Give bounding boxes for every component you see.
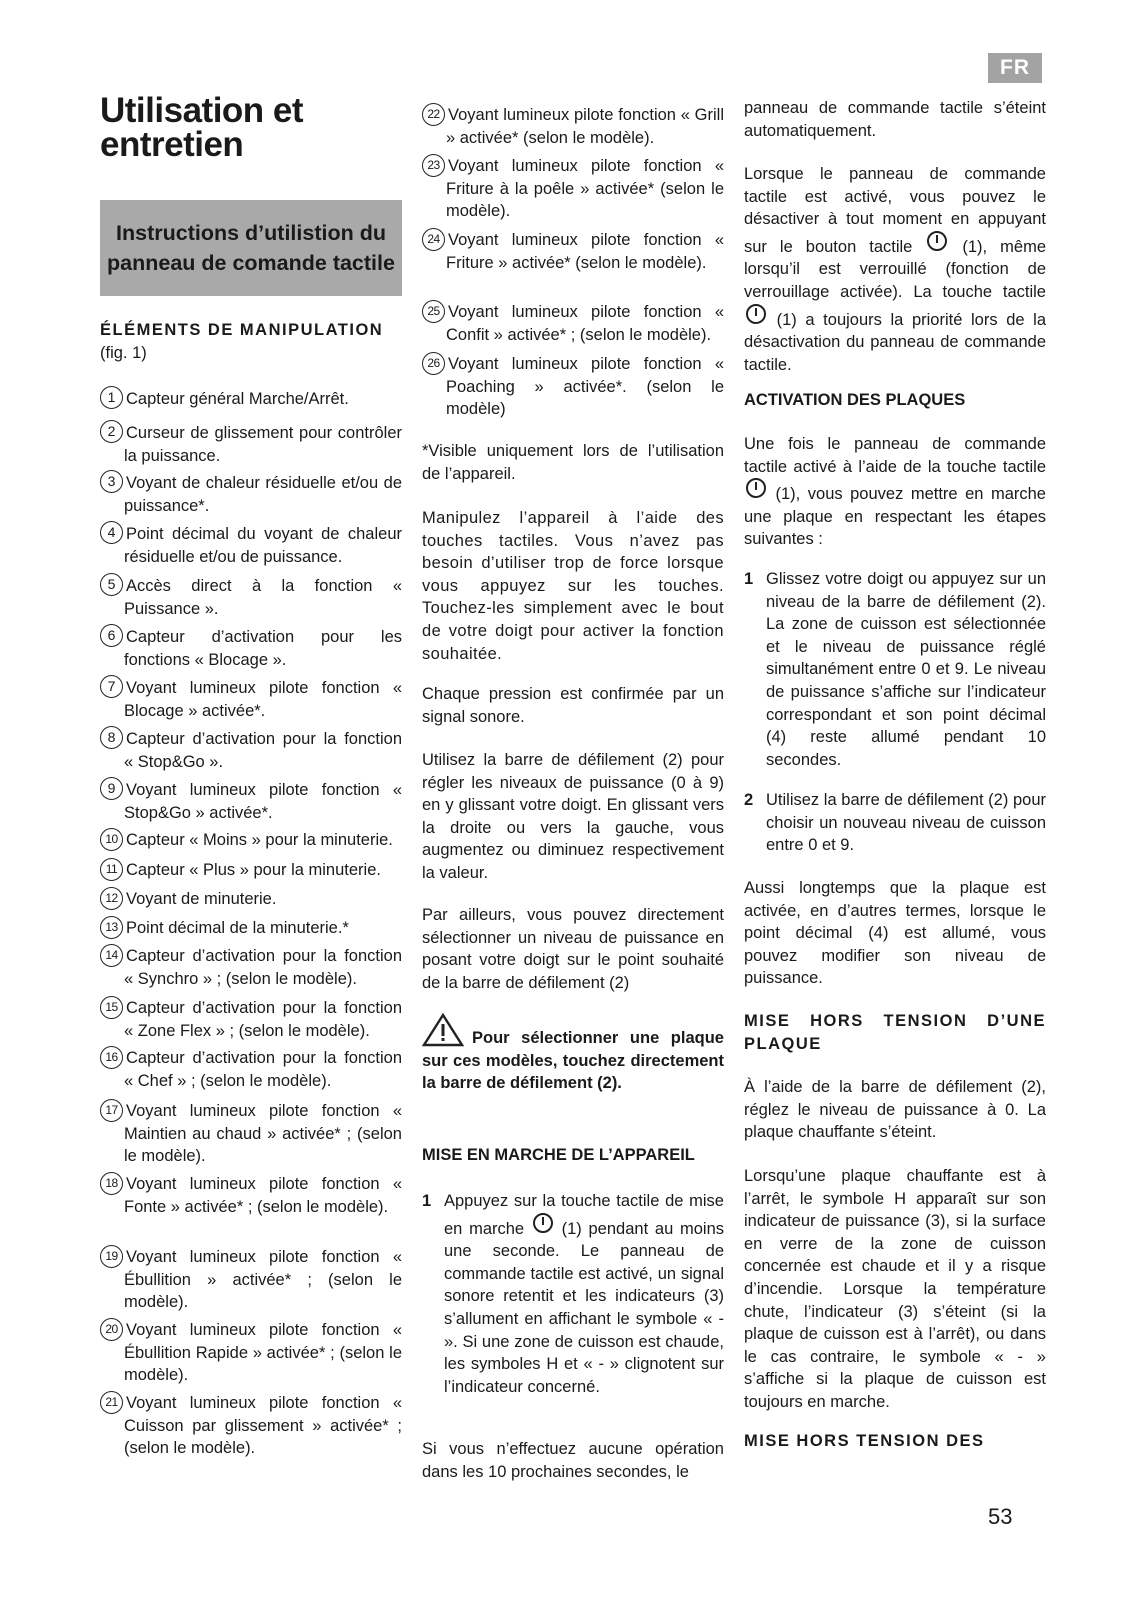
item-text: Voyant lumineux pilote fonction « Cuisson par glissement » activée* ; (selon le modèle).	[124, 1394, 402, 1458]
item-text: Capteur « Moins » pour la minuterie.	[126, 831, 393, 849]
elements-heading-sub: (fig. 1)	[100, 344, 147, 362]
item-number-badge: 7	[100, 675, 123, 698]
item-text: Capteur général Marche/Arrêt.	[126, 390, 349, 408]
item-text: Curseur de glissement pour contrôler la puissance.	[124, 424, 402, 465]
item-text: Point décimal de la minuterie.*	[126, 919, 349, 937]
list-item	[100, 573, 402, 620]
item-number-badge: 6	[100, 624, 123, 647]
item-number-badge: 26	[422, 352, 445, 375]
paragraph-signal: Chaque pression est confirmée par un signal sonore.	[422, 685, 724, 726]
item-number-badge: 2	[100, 420, 123, 443]
power-icon	[746, 478, 766, 498]
list-item	[100, 777, 402, 824]
step-text: Appuyez sur la touche tactile de mise en marche	[444, 1192, 724, 1238]
item-number-badge: 8	[100, 726, 123, 749]
item-number-badge: 18	[100, 1172, 123, 1195]
item-number-badge: 24	[422, 228, 445, 251]
paragraph-slider: Utilisez la barre de défilement (2) pour régler les niveaux de puissance (0 à 9) en y glissant votre doigt. En glissant vers la droite ou vers la gauche, vous augmentez ou diminuez respectivement la valeur.	[422, 751, 724, 882]
power-icon	[927, 231, 947, 251]
step-text: Glissez votre doigt ou appuyez sur un niveau de la barre de défilement (2). La zone de cuisson est sélectionnée et le niveau de puissance réglé simultanément entre 0 et 9. Le niveau de puissance s’affiche sur l’indicateur correspondant et son point décimal (4) reste allumé pendant 10 secondes.	[766, 570, 1046, 769]
item-number-badge: 10	[100, 828, 123, 851]
power-on-heading: MISE EN MARCHE DE L’APPAREIL	[422, 1146, 695, 1164]
power-on-step-1	[422, 1190, 724, 1398]
power-icon	[533, 1213, 553, 1233]
section-title-box: Instructions d’utilistion du panneau de comande tactile	[100, 200, 402, 296]
list-item	[100, 624, 402, 671]
paragraph-direct-select: Par ailleurs, vous pouvez directement sélectionner un niveau de puissance en posant votre doigt sur le point souhaité de la barre de défilement (2)	[422, 906, 724, 992]
step-text-continued: (1) pendant au moins une seconde. Le panneau de commande tactile est activé, un signal sonore retentit et les indicateurs (3) s’allument en affichant le symbole « - ». Si une zone de cuisson est chaude, les symboles H et « - » clignotent sur l’indicateur concerné.	[444, 1219, 724, 1396]
item-number-badge: 1	[100, 386, 123, 409]
item-number-badge: 3	[100, 470, 123, 493]
item-number-badge: 17	[100, 1099, 123, 1122]
item-text: Voyant de chaleur résiduelle et/ou de puissance*.	[124, 474, 402, 515]
paragraph-residual-heat: Lorsqu’une plaque chauffante est à l’arrêt, le symbole H apparaît sur son indicateur de puissance (3), si la surface en verre de la zone de cuisson concernée est chaude et il y a risque d’incendie. Lorsque la température chute, l’indicateur (3) s’éteint (si la plaque de cuisson est à l’arrêt), ou dans le cas contraire, le symbole « - » s’affiche si la plaque de cuisson est toujours en marche.	[744, 1167, 1046, 1411]
list-item	[100, 726, 402, 773]
item-number-badge: 16	[100, 1046, 123, 1069]
list-item	[100, 887, 402, 911]
item-number-badge: 23	[422, 154, 445, 177]
elements-heading: ÉLÉMENTS DE MANIPULATION	[100, 321, 384, 339]
activation-step-2	[744, 789, 1046, 857]
deactivate-text-2: (1), même lorsqu’il est verrouillé (fonction de verrouillage activée). La touche tactile	[744, 237, 1046, 301]
list-item	[100, 420, 402, 467]
list-item	[100, 386, 402, 411]
list-item	[100, 1318, 402, 1387]
page-title: Utilisation et entretien	[100, 91, 304, 164]
item-text: Voyant de minuterie.	[126, 890, 277, 908]
item-text: Voyant lumineux pilote fonction « Confit » activée* ; (selon le modèle).	[446, 303, 724, 344]
paragraph-auto-off: Si vous n’effectuez aucune opération dans les 10 prochaines secondes, le	[422, 1440, 724, 1481]
deactivate-text: Lorsque le panneau de commande tactile est activé, vous pouvez le désactiver à tout moment en appuyant sur le bouton tactile	[744, 165, 1046, 256]
list-item	[100, 858, 402, 882]
power-off-plate-heading: MISE HORS TENSION D’UNE PLAQUE	[744, 1012, 1046, 1053]
item-number-badge: 22	[422, 103, 445, 126]
list-item	[422, 352, 724, 421]
item-number-badge: 14	[100, 944, 123, 967]
item-number-badge: 4	[100, 521, 123, 544]
item-number-badge: 12	[100, 887, 123, 910]
language-badge: FR	[988, 53, 1042, 83]
item-text: Voyant lumineux pilote fonction « Ébullition » activée* ; (selon le modèle).	[124, 1248, 402, 1312]
item-number-badge: 5	[100, 573, 123, 596]
paragraph-auto-off-continued: panneau de commande tactile s’éteint automatiquement.	[744, 99, 1046, 140]
warning-icon	[422, 1013, 464, 1047]
power-off-plates-heading: MISE HORS TENSION DES	[744, 1432, 985, 1450]
list-item	[100, 1245, 402, 1314]
item-text: Capteur « Plus » pour la minuterie.	[126, 861, 381, 879]
item-text: Voyant lumineux pilote fonction « Maintien au chaud » activée* ; (selon le modèle).	[124, 1102, 402, 1166]
step-text: Utilisez la barre de défilement (2) pour choisir un nouveau niveau de cuisson entre 0 et 9.	[766, 791, 1046, 855]
visibility-note: *Visible uniquement lors de l’utilisation de l’appareil.	[422, 442, 724, 483]
paragraph-activation	[744, 433, 1046, 551]
item-text: Voyant lumineux pilote fonction « Stop&Go » activée*.	[124, 781, 402, 822]
activation-text-2: (1), vous pouvez mettre en marche une plaque en respectant les étapes suivantes :	[744, 485, 1046, 549]
activation-text: Une fois le panneau de commande tactile activé à l’aide de la touche tactile	[744, 435, 1046, 476]
item-text: Voyant lumineux pilote fonction « Fonte » activée* ; (selon le modèle).	[124, 1175, 402, 1216]
item-number-badge: 11	[100, 858, 123, 881]
item-text: Voyant lumineux pilote fonction « Friture à la poêle » activée* (selon le modèle).	[446, 157, 724, 221]
item-number-badge: 25	[422, 300, 445, 323]
list-item	[422, 103, 724, 149]
item-text: Point décimal du voyant de chaleur résiduelle et/ou de puissance.	[124, 525, 402, 566]
item-text: Capteur d’activation pour la fonction « Stop&Go ».	[124, 730, 402, 771]
paragraph-power-off: À l’aide de la barre de défilement (2), réglez le niveau de puissance à 0. La plaque chauffante s’éteint.	[744, 1078, 1046, 1142]
item-number-badge: 13	[100, 916, 123, 939]
list-item	[100, 470, 402, 517]
list-item	[100, 828, 402, 852]
list-item	[100, 521, 402, 568]
step-number: 1	[744, 570, 754, 588]
item-text: Voyant lumineux pilote fonction « Grill » activée* (selon le modèle).	[446, 106, 724, 147]
warning-note	[422, 1013, 724, 1095]
list-item	[100, 675, 402, 722]
item-number-badge: 9	[100, 777, 123, 800]
list-item	[422, 228, 724, 274]
item-text: Voyant lumineux pilote fonction « Blocage » activée*.	[124, 679, 402, 720]
item-text: Capteur d’activation pour la fonction « Synchro » ; (selon le modèle).	[124, 947, 402, 988]
activation-step-1	[744, 568, 1046, 771]
step-number: 1	[422, 1192, 432, 1210]
item-text: Voyant lumineux pilote fonction « Friture » activée* (selon le modèle).	[446, 231, 724, 272]
item-number-badge: 20	[100, 1318, 123, 1341]
list-item	[100, 1391, 402, 1460]
list-item	[100, 1046, 402, 1092]
item-text: Capteur d’activation pour la fonction « Chef » ; (selon le modèle).	[124, 1049, 402, 1090]
item-text: Accès direct à la fonction « Puissance ».	[124, 577, 402, 618]
list-item	[100, 916, 402, 940]
item-number-badge: 21	[100, 1391, 123, 1414]
warning-text: Pour sélectionner une plaque sur ces modèles, touchez directement la barre de défilement (2).	[422, 1029, 724, 1093]
list-item	[422, 300, 724, 346]
item-text: Capteur d’activation pour la fonction « Zone Flex » ; (selon le modèle).	[124, 999, 402, 1040]
deactivate-text-3: (1) a toujours la priorité lors de la désactivation du panneau de commande tactile.	[744, 310, 1046, 374]
list-item	[422, 154, 724, 223]
step-number: 2	[744, 791, 754, 809]
page-number: 53	[988, 1504, 1013, 1529]
list-item	[100, 1172, 402, 1218]
item-text: Voyant lumineux pilote fonction « Poaching » activée*. (selon le modèle)	[446, 355, 724, 419]
list-item	[100, 944, 402, 990]
item-text: Voyant lumineux pilote fonction « Ébullition Rapide » activée* ; (selon le modèle).	[124, 1321, 402, 1385]
paragraph-deactivate	[744, 163, 1046, 376]
list-item	[100, 996, 402, 1042]
paragraph-modify-level: Aussi longtemps que la plaque est activée, en d’autres termes, lorsque le point décimal (4) est allumé, vous pouvez modifier son niveau de puissance.	[744, 879, 1046, 988]
power-icon	[746, 304, 766, 324]
activation-heading: ACTIVATION DES PLAQUES	[744, 391, 966, 409]
list-item	[100, 1099, 402, 1168]
item-number-badge: 19	[100, 1245, 123, 1268]
paragraph-touch: Manipulez l’appareil à l’aide des touches tactiles. Vous n’avez pas besoin d’utiliser trop de force lorsque vous appuyez sur les touches. Touchez-les simplement avec le bout de votre doigt pour activer la fonction souhaitée.	[422, 509, 724, 663]
item-text: Capteur d’activation pour les fonctions « Blocage ».	[124, 628, 402, 669]
item-number-badge: 15	[100, 996, 123, 1019]
